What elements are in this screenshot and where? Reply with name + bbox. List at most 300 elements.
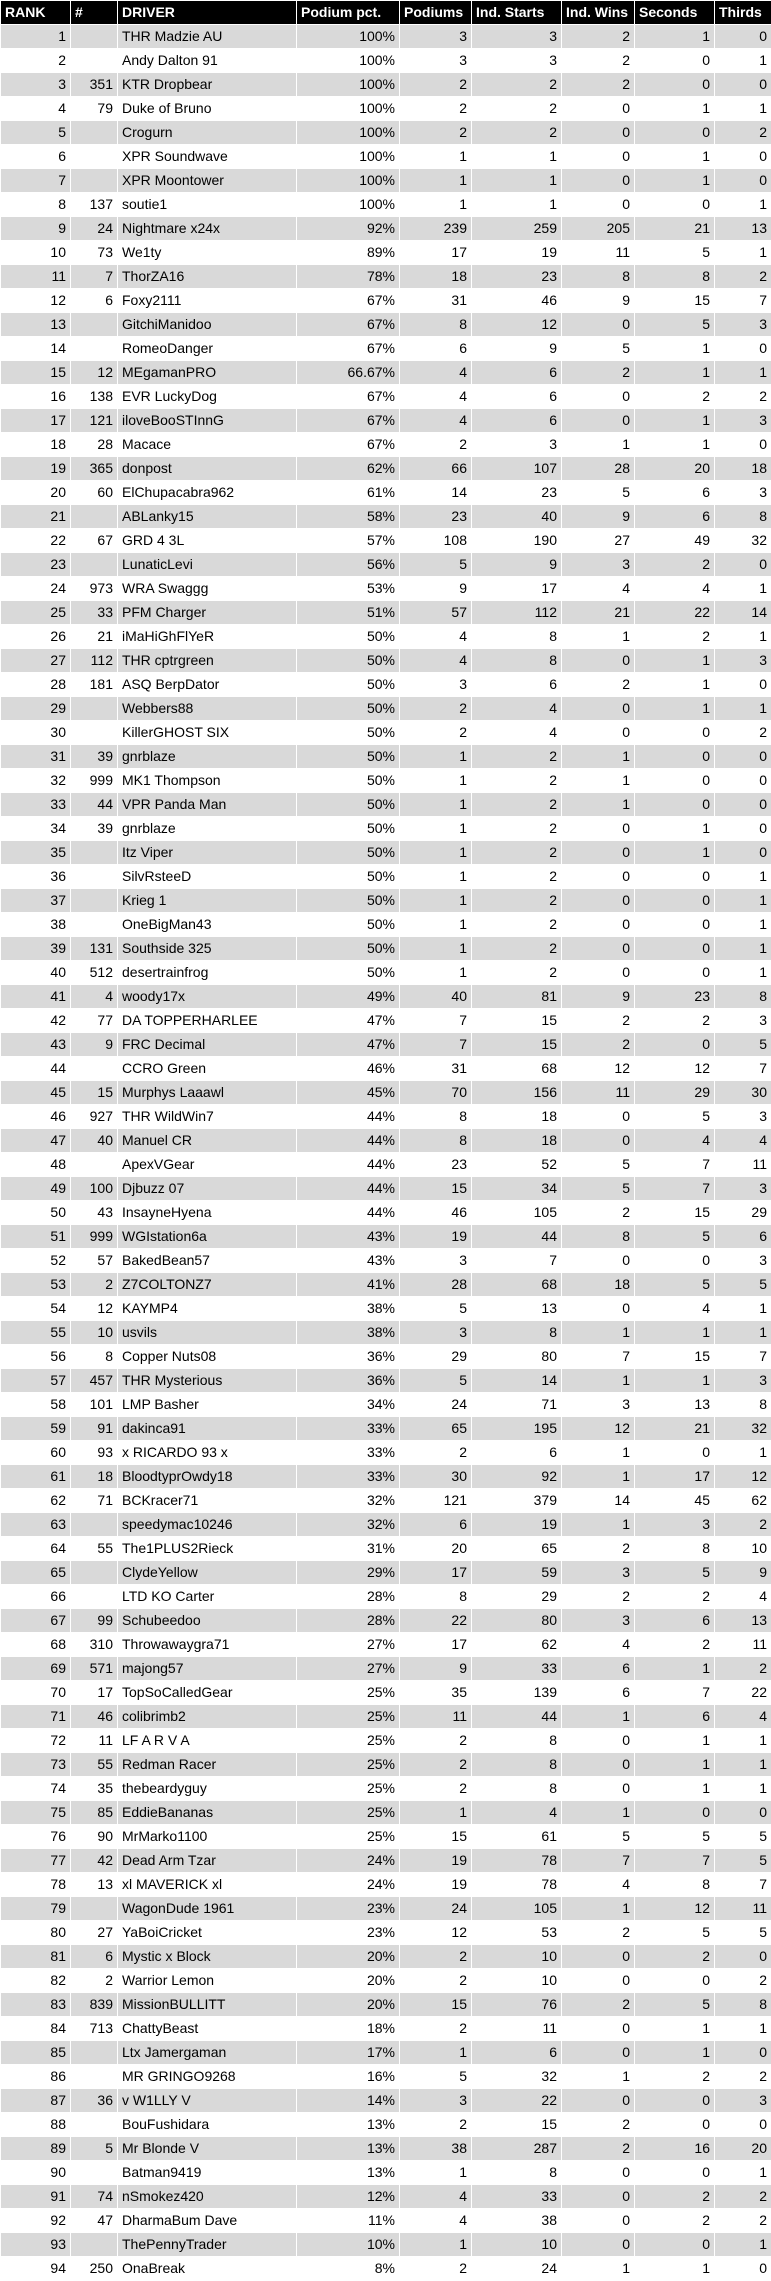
podium-pct-cell: 89% bbox=[297, 240, 400, 264]
table-row bbox=[1, 384, 771, 408]
podium-pct-cell: 78% bbox=[297, 264, 400, 288]
table-row bbox=[1, 504, 771, 528]
ind-starts-cell: 29 bbox=[472, 1584, 562, 1608]
seconds-cell: 0 bbox=[635, 1440, 715, 1464]
car-number-cell bbox=[71, 168, 118, 192]
thirds-cell: 2 bbox=[715, 2184, 771, 2208]
podium-pct-cell: 51% bbox=[297, 600, 400, 624]
car-number-cell: 571 bbox=[71, 1656, 118, 1680]
column-header-rank: RANK bbox=[1, 1, 71, 25]
rank-cell: 43 bbox=[1, 1032, 71, 1056]
car-number-cell bbox=[71, 1152, 118, 1176]
ind-starts-cell: 3 bbox=[472, 48, 562, 72]
car-number-cell: 999 bbox=[71, 1224, 118, 1248]
driver-cell: TopSoCalledGear bbox=[118, 1680, 297, 1704]
car-number-cell: 43 bbox=[71, 1200, 118, 1224]
podiums-cell: 2 bbox=[400, 1728, 472, 1752]
ind-starts-cell: 1 bbox=[472, 168, 562, 192]
ind-starts-cell: 105 bbox=[472, 1896, 562, 1920]
ind-wins-cell: 0 bbox=[562, 120, 635, 144]
rank-cell: 83 bbox=[1, 1992, 71, 2016]
seconds-cell: 2 bbox=[635, 1944, 715, 1968]
podiums-cell: 24 bbox=[400, 1896, 472, 1920]
car-number-cell: 24 bbox=[71, 216, 118, 240]
thirds-cell: 1 bbox=[715, 1320, 771, 1344]
driver-cell: MK1 Thompson bbox=[118, 768, 297, 792]
podiums-cell: 29 bbox=[400, 1344, 472, 1368]
table-row bbox=[1, 1368, 771, 1392]
podiums-cell: 1 bbox=[400, 744, 472, 768]
ind-starts-cell: 61 bbox=[472, 1824, 562, 1848]
ind-wins-cell: 5 bbox=[562, 1152, 635, 1176]
ind-wins-cell: 8 bbox=[562, 1224, 635, 1248]
thirds-cell: 12 bbox=[715, 1464, 771, 1488]
car-number-cell bbox=[71, 2064, 118, 2088]
driver-cell: Krieg 1 bbox=[118, 888, 297, 912]
podiums-cell: 30 bbox=[400, 1464, 472, 1488]
rank-cell: 68 bbox=[1, 1632, 71, 1656]
ind-wins-cell: 0 bbox=[562, 936, 635, 960]
ind-starts-cell: 112 bbox=[472, 600, 562, 624]
ind-wins-cell: 18 bbox=[562, 1272, 635, 1296]
podiums-cell: 35 bbox=[400, 1680, 472, 1704]
podiums-cell: 8 bbox=[400, 312, 472, 336]
thirds-cell: 11 bbox=[715, 1632, 771, 1656]
podium-pct-cell: 10% bbox=[297, 2232, 400, 2256]
rank-cell: 52 bbox=[1, 1248, 71, 1272]
ind-starts-cell: 139 bbox=[472, 1680, 562, 1704]
table-row bbox=[1, 1728, 771, 1752]
ind-wins-cell: 5 bbox=[562, 336, 635, 360]
thirds-cell: 1 bbox=[715, 624, 771, 648]
ind-starts-cell: 71 bbox=[472, 1392, 562, 1416]
driver-cell: nSmokez420 bbox=[118, 2184, 297, 2208]
podiums-cell: 70 bbox=[400, 1080, 472, 1104]
car-number-cell: 10 bbox=[71, 1320, 118, 1344]
ind-starts-cell: 195 bbox=[472, 1416, 562, 1440]
thirds-cell: 3 bbox=[715, 648, 771, 672]
ind-wins-cell: 2 bbox=[562, 1200, 635, 1224]
driver-cell: v W1LLY V bbox=[118, 2088, 297, 2112]
podiums-cell: 1 bbox=[400, 2040, 472, 2064]
podium-pct-cell: 18% bbox=[297, 2016, 400, 2040]
ind-starts-cell: 107 bbox=[472, 456, 562, 480]
ind-starts-cell: 19 bbox=[472, 1512, 562, 1536]
ind-starts-cell: 68 bbox=[472, 1056, 562, 1080]
seconds-cell: 0 bbox=[635, 960, 715, 984]
thirds-cell: 2 bbox=[715, 264, 771, 288]
car-number-cell: 18 bbox=[71, 1464, 118, 1488]
seconds-cell: 0 bbox=[635, 744, 715, 768]
car-number-cell: 310 bbox=[71, 1632, 118, 1656]
podiums-cell: 3 bbox=[400, 48, 472, 72]
ind-wins-cell: 0 bbox=[562, 312, 635, 336]
table-row bbox=[1, 792, 771, 816]
car-number-cell: 77 bbox=[71, 1008, 118, 1032]
ind-starts-cell: 8 bbox=[472, 648, 562, 672]
driver-cell: Mystic x Block bbox=[118, 1944, 297, 1968]
ind-starts-cell: 105 bbox=[472, 1200, 562, 1224]
table-row bbox=[1, 840, 771, 864]
seconds-cell: 12 bbox=[635, 1056, 715, 1080]
driver-cell: ElChupacabra962 bbox=[118, 480, 297, 504]
table-row bbox=[1, 264, 771, 288]
rank-cell: 12 bbox=[1, 288, 71, 312]
podium-pct-cell: 20% bbox=[297, 1968, 400, 1992]
seconds-cell: 2 bbox=[635, 384, 715, 408]
podiums-cell: 3 bbox=[400, 24, 472, 48]
table-row bbox=[1, 816, 771, 840]
thirds-cell: 0 bbox=[715, 840, 771, 864]
podium-pct-cell: 50% bbox=[297, 960, 400, 984]
podiums-cell: 2 bbox=[400, 720, 472, 744]
ind-wins-cell: 6 bbox=[562, 1680, 635, 1704]
podium-pct-cell: 25% bbox=[297, 1752, 400, 1776]
ind-wins-cell: 0 bbox=[562, 408, 635, 432]
table-row bbox=[1, 1344, 771, 1368]
rank-cell: 37 bbox=[1, 888, 71, 912]
thirds-cell: 0 bbox=[715, 1944, 771, 1968]
ind-starts-cell: 2 bbox=[472, 96, 562, 120]
thirds-cell: 2 bbox=[715, 2064, 771, 2088]
rank-cell: 78 bbox=[1, 1872, 71, 1896]
rank-cell: 63 bbox=[1, 1512, 71, 1536]
table-row bbox=[1, 672, 771, 696]
thirds-cell: 13 bbox=[715, 1608, 771, 1632]
seconds-cell: 0 bbox=[635, 792, 715, 816]
car-number-cell bbox=[71, 552, 118, 576]
ind-wins-cell: 0 bbox=[562, 1728, 635, 1752]
driver-cell: Andy Dalton 91 bbox=[118, 48, 297, 72]
podium-pct-cell: 100% bbox=[297, 72, 400, 96]
driver-cell: Nightmare x24x bbox=[118, 216, 297, 240]
seconds-cell: 1 bbox=[635, 648, 715, 672]
car-number-cell: 138 bbox=[71, 384, 118, 408]
podium-pct-cell: 38% bbox=[297, 1296, 400, 1320]
seconds-cell: 7 bbox=[635, 1680, 715, 1704]
seconds-cell: 1 bbox=[635, 672, 715, 696]
seconds-cell: 6 bbox=[635, 1704, 715, 1728]
ind-starts-cell: 10 bbox=[472, 1944, 562, 1968]
table-row bbox=[1, 1320, 771, 1344]
seconds-cell: 1 bbox=[635, 2040, 715, 2064]
car-number-cell bbox=[71, 336, 118, 360]
table-row bbox=[1, 864, 771, 888]
seconds-cell: 0 bbox=[635, 888, 715, 912]
ind-starts-cell: 8 bbox=[472, 2160, 562, 2184]
podiums-cell: 2 bbox=[400, 72, 472, 96]
podiums-cell: 11 bbox=[400, 1704, 472, 1728]
seconds-cell: 1 bbox=[635, 408, 715, 432]
column-header-ind-wins: Ind. Wins bbox=[562, 1, 635, 25]
rank-cell: 91 bbox=[1, 2184, 71, 2208]
rank-cell: 1 bbox=[1, 24, 71, 48]
ind-wins-cell: 2 bbox=[562, 48, 635, 72]
driver-cell: PFM Charger bbox=[118, 600, 297, 624]
podium-pct-cell: 46% bbox=[297, 1056, 400, 1080]
car-number-cell: 12 bbox=[71, 360, 118, 384]
seconds-cell: 1 bbox=[635, 336, 715, 360]
table-row bbox=[1, 1200, 771, 1224]
podiums-cell: 1 bbox=[400, 192, 472, 216]
ind-starts-cell: 2 bbox=[472, 888, 562, 912]
podium-pct-cell: 44% bbox=[297, 1104, 400, 1128]
driver-cell: thebeardyguy bbox=[118, 1776, 297, 1800]
table-row bbox=[1, 216, 771, 240]
seconds-cell: 0 bbox=[635, 912, 715, 936]
ind-wins-cell: 9 bbox=[562, 288, 635, 312]
car-number-cell: 46 bbox=[71, 1704, 118, 1728]
car-number-cell: 79 bbox=[71, 96, 118, 120]
car-number-cell: 60 bbox=[71, 480, 118, 504]
ind-wins-cell: 0 bbox=[562, 384, 635, 408]
podium-pct-cell: 57% bbox=[297, 528, 400, 552]
podium-pct-cell: 32% bbox=[297, 1488, 400, 1512]
rank-cell: 77 bbox=[1, 1848, 71, 1872]
car-number-cell bbox=[71, 1560, 118, 1584]
driver-cell: Macace bbox=[118, 432, 297, 456]
table-row bbox=[1, 1920, 771, 1944]
ind-starts-cell: 24 bbox=[472, 2256, 562, 2280]
thirds-cell: 0 bbox=[715, 2112, 771, 2136]
rank-cell: 69 bbox=[1, 1656, 71, 1680]
thirds-cell: 5 bbox=[715, 1848, 771, 1872]
thirds-cell: 1 bbox=[715, 2232, 771, 2256]
podium-pct-cell: 61% bbox=[297, 480, 400, 504]
thirds-cell: 1 bbox=[715, 240, 771, 264]
driver-cell: KillerGHOST SIX bbox=[118, 720, 297, 744]
podium-pct-cell: 16% bbox=[297, 2064, 400, 2088]
seconds-cell: 0 bbox=[635, 2232, 715, 2256]
podiums-cell: 2 bbox=[400, 1944, 472, 1968]
seconds-cell: 5 bbox=[635, 1920, 715, 1944]
ind-wins-cell: 2 bbox=[562, 2112, 635, 2136]
podium-pct-cell: 25% bbox=[297, 1776, 400, 1800]
rank-cell: 11 bbox=[1, 264, 71, 288]
ind-wins-cell: 0 bbox=[562, 696, 635, 720]
driver-cell: GRD 4 3L bbox=[118, 528, 297, 552]
car-number-cell: 6 bbox=[71, 1944, 118, 1968]
driver-cell: KAYMP4 bbox=[118, 1296, 297, 1320]
ind-starts-cell: 17 bbox=[472, 576, 562, 600]
ind-starts-cell: 6 bbox=[472, 672, 562, 696]
car-number-cell: 112 bbox=[71, 648, 118, 672]
ind-starts-cell: 14 bbox=[472, 1368, 562, 1392]
seconds-cell: 7 bbox=[635, 1848, 715, 1872]
car-number-cell: 33 bbox=[71, 600, 118, 624]
ind-starts-cell: 6 bbox=[472, 408, 562, 432]
ind-starts-cell: 8 bbox=[472, 1776, 562, 1800]
rank-cell: 21 bbox=[1, 504, 71, 528]
rank-cell: 23 bbox=[1, 552, 71, 576]
ind-wins-cell: 0 bbox=[562, 1296, 635, 1320]
ind-wins-cell: 0 bbox=[562, 2160, 635, 2184]
ind-starts-cell: 6 bbox=[472, 2040, 562, 2064]
table-row bbox=[1, 1224, 771, 1248]
seconds-cell: 0 bbox=[635, 2112, 715, 2136]
car-number-cell: 71 bbox=[71, 1488, 118, 1512]
rank-cell: 64 bbox=[1, 1536, 71, 1560]
driver-cell: KTR Dropbear bbox=[118, 72, 297, 96]
podiums-cell: 1 bbox=[400, 2160, 472, 2184]
thirds-cell: 2 bbox=[715, 1656, 771, 1680]
table-row bbox=[1, 1680, 771, 1704]
seconds-cell: 0 bbox=[635, 864, 715, 888]
thirds-cell: 1 bbox=[715, 936, 771, 960]
podiums-cell: 2 bbox=[400, 1968, 472, 1992]
ind-wins-cell: 11 bbox=[562, 1080, 635, 1104]
car-number-cell: 21 bbox=[71, 624, 118, 648]
thirds-cell: 0 bbox=[715, 552, 771, 576]
ind-starts-cell: 23 bbox=[472, 264, 562, 288]
podium-pct-cell: 100% bbox=[297, 48, 400, 72]
table-row bbox=[1, 120, 771, 144]
seconds-cell: 0 bbox=[635, 2160, 715, 2184]
rank-cell: 26 bbox=[1, 624, 71, 648]
ind-wins-cell: 0 bbox=[562, 1776, 635, 1800]
rank-cell: 15 bbox=[1, 360, 71, 384]
rank-cell: 8 bbox=[1, 192, 71, 216]
seconds-cell: 2 bbox=[635, 624, 715, 648]
thirds-cell: 0 bbox=[715, 2256, 771, 2280]
car-number-cell bbox=[71, 1896, 118, 1920]
table-row bbox=[1, 552, 771, 576]
thirds-cell: 3 bbox=[715, 1176, 771, 1200]
rank-cell: 20 bbox=[1, 480, 71, 504]
rank-cell: 9 bbox=[1, 216, 71, 240]
podium-pct-cell: 33% bbox=[297, 1464, 400, 1488]
seconds-cell: 0 bbox=[635, 1248, 715, 1272]
ind-starts-cell: 2 bbox=[472, 792, 562, 816]
car-number-cell: 4 bbox=[71, 984, 118, 1008]
ind-starts-cell: 190 bbox=[472, 528, 562, 552]
table-row bbox=[1, 2064, 771, 2088]
podiums-cell: 15 bbox=[400, 1176, 472, 1200]
thirds-cell: 1 bbox=[715, 912, 771, 936]
thirds-cell: 4 bbox=[715, 1584, 771, 1608]
table-row bbox=[1, 312, 771, 336]
table-row bbox=[1, 456, 771, 480]
ind-starts-cell: 10 bbox=[472, 1968, 562, 1992]
table-row bbox=[1, 1104, 771, 1128]
seconds-cell: 7 bbox=[635, 1152, 715, 1176]
ind-starts-cell: 38 bbox=[472, 2208, 562, 2232]
ind-wins-cell: 205 bbox=[562, 216, 635, 240]
thirds-cell: 1 bbox=[715, 1752, 771, 1776]
ind-wins-cell: 2 bbox=[562, 1032, 635, 1056]
table-row bbox=[1, 2112, 771, 2136]
driver-cell: Ltx Jamergaman bbox=[118, 2040, 297, 2064]
table-row bbox=[1, 24, 771, 48]
car-number-cell: 973 bbox=[71, 576, 118, 600]
driver-cell: desertrainfrog bbox=[118, 960, 297, 984]
thirds-cell: 3 bbox=[715, 1104, 771, 1128]
seconds-cell: 5 bbox=[635, 1824, 715, 1848]
thirds-cell: 1 bbox=[715, 1776, 771, 1800]
podium-pct-cell: 24% bbox=[297, 1872, 400, 1896]
table-row bbox=[1, 1392, 771, 1416]
car-number-cell bbox=[71, 312, 118, 336]
podiums-cell: 1 bbox=[400, 960, 472, 984]
seconds-cell: 20 bbox=[635, 456, 715, 480]
car-number-cell bbox=[71, 2040, 118, 2064]
ind-starts-cell: 33 bbox=[472, 1656, 562, 1680]
ind-wins-cell: 1 bbox=[562, 1896, 635, 1920]
table-row bbox=[1, 576, 771, 600]
podiums-cell: 18 bbox=[400, 264, 472, 288]
podium-pct-cell: 13% bbox=[297, 2160, 400, 2184]
seconds-cell: 22 bbox=[635, 600, 715, 624]
car-number-cell: 93 bbox=[71, 1440, 118, 1464]
thirds-cell: 0 bbox=[715, 768, 771, 792]
table-row bbox=[1, 192, 771, 216]
podiums-cell: 2 bbox=[400, 696, 472, 720]
rank-cell: 40 bbox=[1, 960, 71, 984]
podium-pct-cell: 50% bbox=[297, 672, 400, 696]
seconds-cell: 8 bbox=[635, 1872, 715, 1896]
driver-cell: BakedBean57 bbox=[118, 1248, 297, 1272]
podium-pct-cell: 50% bbox=[297, 624, 400, 648]
seconds-cell: 5 bbox=[635, 1560, 715, 1584]
table-row bbox=[1, 1032, 771, 1056]
podiums-cell: 9 bbox=[400, 1656, 472, 1680]
table-row bbox=[1, 1488, 771, 1512]
ind-starts-cell: 12 bbox=[472, 312, 562, 336]
rank-cell: 84 bbox=[1, 2016, 71, 2040]
car-number-cell bbox=[71, 504, 118, 528]
driver-cell: We1ty bbox=[118, 240, 297, 264]
table-row bbox=[1, 696, 771, 720]
podiums-cell: 8 bbox=[400, 1128, 472, 1152]
ind-starts-cell: 92 bbox=[472, 1464, 562, 1488]
rank-cell: 5 bbox=[1, 120, 71, 144]
driver-cell: xl MAVERICK xl bbox=[118, 1872, 297, 1896]
seconds-cell: 8 bbox=[635, 264, 715, 288]
podium-pct-cell: 56% bbox=[297, 552, 400, 576]
car-number-cell bbox=[71, 720, 118, 744]
podium-pct-cell: 24% bbox=[297, 1848, 400, 1872]
table-row bbox=[1, 720, 771, 744]
driver-cell: ApexVGear bbox=[118, 1152, 297, 1176]
podiums-cell: 24 bbox=[400, 1392, 472, 1416]
driver-cell: SilvRsteeD bbox=[118, 864, 297, 888]
thirds-cell: 7 bbox=[715, 1056, 771, 1080]
thirds-cell: 6 bbox=[715, 1224, 771, 1248]
thirds-cell: 0 bbox=[715, 672, 771, 696]
podium-pct-cell: 33% bbox=[297, 1416, 400, 1440]
ind-starts-cell: 2 bbox=[472, 840, 562, 864]
table-row bbox=[1, 1464, 771, 1488]
driver-cell: THR Mysterious bbox=[118, 1368, 297, 1392]
seconds-cell: 2 bbox=[635, 2184, 715, 2208]
rank-cell: 45 bbox=[1, 1080, 71, 1104]
seconds-cell: 45 bbox=[635, 1488, 715, 1512]
podiums-cell: 108 bbox=[400, 528, 472, 552]
driver-cell: BCKracer71 bbox=[118, 1488, 297, 1512]
ind-wins-cell: 1 bbox=[562, 2064, 635, 2088]
podium-pct-cell: 67% bbox=[297, 384, 400, 408]
podium-pct-cell: 50% bbox=[297, 768, 400, 792]
table-row bbox=[1, 984, 771, 1008]
podiums-cell: 1 bbox=[400, 864, 472, 888]
ind-wins-cell: 3 bbox=[562, 1392, 635, 1416]
driver-cell: usvils bbox=[118, 1320, 297, 1344]
table-row bbox=[1, 1848, 771, 1872]
car-number-cell bbox=[71, 696, 118, 720]
podiums-cell: 239 bbox=[400, 216, 472, 240]
ind-wins-cell: 1 bbox=[562, 1704, 635, 1728]
driver-cell: Foxy2111 bbox=[118, 288, 297, 312]
